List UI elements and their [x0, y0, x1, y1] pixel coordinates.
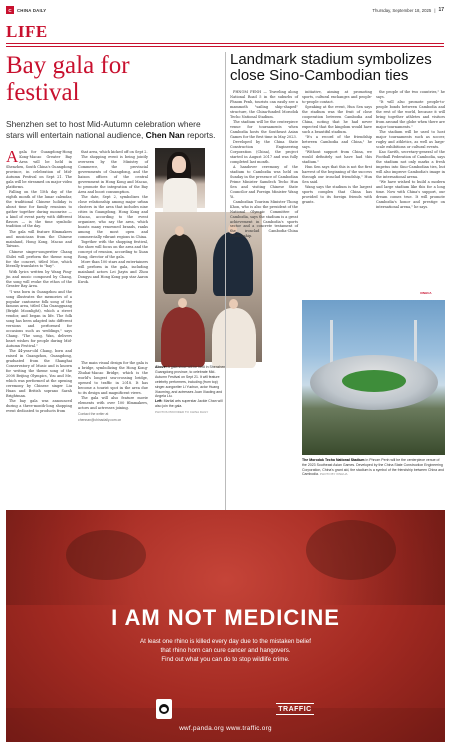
paragraph: The 44-year-old Chang, born and raised in Guangzhou, Guangdong, graduated from the Shanghai Conservatory of Music and is known for writing the theme song of the 2008 Beijing Olympics, You and Me, which was performed at the opening ceremony by Chinese singer Liu Huan and British soprano Sarah Brightman.: [6, 349, 72, 398]
header-separator: |: [434, 7, 436, 13]
caption-label: Above:: [155, 365, 167, 369]
paper-logo-icon: C: [6, 6, 14, 14]
header-left: [6, 6, 46, 14]
paragraph: "It will also promote people-to-people bonds between Cambodia and the rest of the world, because it will bring together athletes and visitors from around the globe when there are major tournaments.": [376, 100, 445, 129]
paragraph: The bay gala was announced during a three-month-long shopping event dedicated to products from: [6, 398, 72, 413]
left-story-deck: [6, 119, 216, 140]
paragraph: The stadium will be used to host major tournaments such as soccer, rugby and athletics, as well as large-scale exhibitions or cultural events.: [376, 130, 445, 149]
paragraph: "I was born in Guangzhou and the song illustrates the memories of a popular cantonese folk song of the famous area, titled Cha Guangguang (Bright Moonlight), which a street vendor, and began in life. The folk song has been adapted into different versions and performed for occasions such as weddings," says Chang. "The song, Wan, delivers heart wishes for people during Mid-Autumn Festival.": [6, 289, 72, 349]
left-photo-caption: [155, 365, 227, 415]
paragraph: The shopping event is being jointly overseen by the Ministry of Commerce, the provincial governments of Guangdong, and the liaison offices of the central government in Hong Kong and Macao, to promote the integration of the Bay Area and boost consumption.: [78, 155, 148, 194]
column-divider: [225, 52, 226, 582]
paragraph: Falling on the 15th day of the eighth month of the lunar calendar, the traditional Chinese holiday is about time for family reunions to gather together during moonrise — a kind of event party with different flavors — is the time symbolic tradition of the day.: [6, 189, 72, 229]
paragraph: PHNOM PENH — Traveling along National Road 5 in the suburbs of Phnom Penh, tourists can easily see a mammoth "sailing ship-shaped" structure, the China-funded Morodok Techo National Stadium.: [230, 90, 298, 119]
paragraph: More than 100 stars and entertainers will perform in the gala, including mainland actors Lei Jiayin and Zhou Dongyu and Hong Kong pop star Aaron Kwok.: [78, 259, 148, 284]
deck-text: Shenzhen set to host Mid-Autumn celebration where stars will entertain national audience,: [6, 119, 201, 140]
paragraph: Chinese singer-songwriter Chang Shilei will perform the theme song for the concert, titled Moe, which literally translates to "bay".: [6, 249, 72, 269]
paragraph: Kao Savith, secretary-general of the Football Federation of Cambodia, says the stadium not only marks a fresh impetus into Sino-Cambodian ties, but will also improve Cambodia's image in the international arena.: [376, 150, 445, 179]
photo-head: [178, 298, 187, 308]
page-header: [6, 4, 444, 16]
right-photo-caption: [302, 458, 445, 477]
issue-date: Thursday, September 18, 2025: [372, 7, 432, 13]
paragraph: Wang says the stadium is the largest sports complex that China has provided to its foreign friends with grants.: [302, 185, 372, 204]
right-story-column-3: [376, 90, 445, 295]
photo-body: [163, 178, 197, 212]
caption-text: A gala show will be held in Shenzhen, Guangdong province, to celebrate Mid-Autumn Festival on Sept 21. It will feature celebrity performers, including (from top) singer-songwriter Li Yuchun, actor Huang Xiaoming, and actresses Juan Xiaoling and Angela Liu.: [155, 365, 227, 399]
photo-face: [172, 156, 186, 173]
paragraph: initiative, aiming at promoting sports, cultural exchanges and people-to-people contact.: [302, 90, 372, 104]
caption-text: Martial arts superstar Jackie Chan will also join the gala.: [155, 399, 223, 409]
paragraph: "Without support from China, we would definitely not have had this stadium.": [302, 150, 372, 164]
paragraph: "It's a record of the friendship between Cambodia and China," he says.: [302, 134, 372, 149]
contact-label: Contact the writer at: [78, 411, 109, 416]
paper-name: CHINA DAILY: [17, 7, 47, 13]
photo-head: [175, 226, 184, 236]
paragraph: the people of the two countries," he says.: [376, 90, 445, 99]
ad-body: [6, 637, 445, 664]
section-rule: [6, 43, 444, 44]
ad-line: Find out what you can do to stop wildlife crime.: [161, 656, 290, 663]
right-story-column-1: [230, 90, 298, 480]
paragraph: that area, which kicked off on Sept 2.: [81, 150, 148, 154]
paragraph: The main visual design for the gala is a bridge, symbolizing the Hong Kong-Zhuhai-Macao Bridge, which is the world's longest sea-crossing bridge, opened to traffic in 2018. It has become a tourist spot in the area due to its design and magnificent views.: [78, 361, 148, 395]
paragraph: Together with the shopping festival, the show will focus on the area and the concept of reunion, according to Xuan Rong, director of the gala.: [78, 239, 148, 259]
paragraph: Cambodian Tourism Minister Thong Khon, who is also the president of the National Olympic Committee of Cambodia, says the stadium is a great achievement in Cambodia's sports sector and a concrete testament of the ironclad Cambodia-China relationship.: [230, 199, 298, 239]
header-right: [372, 7, 444, 13]
ad-url[interactable]: wwf.panda.org www.traffic.org: [179, 725, 272, 732]
ad-texture: [66, 530, 146, 580]
right-story-headline: Landmark stadium symbolizes close Sino-Cambodian ties: [230, 51, 432, 84]
paragraph: Developed by the China State Construction Engineering Corporation (China), the project started in August 2017 and was fully completed last month.: [230, 139, 298, 164]
photo-credit: PHOTOS PROVIDED TO CHINA DAILY: [155, 410, 209, 415]
photo-figure: [161, 307, 205, 367]
paragraph: "We have wished to build a modern and large stadium like this for a long time. Now with China's support, our dream comes true. It will promote Cambodia's honor and prestige on international arena," he says.: [376, 179, 445, 209]
left-story-column-1: [6, 147, 72, 420]
paragraph: Speaking at the event, Hun Sen says the stadium was the fruit of close cooperation between Cambodia and China, noting that he had never expected that the kingdom would have such a beautiful stadium.: [302, 105, 372, 134]
wildlife-ad[interactable]: [6, 510, 445, 742]
ad-line: At least one rhino is killed every day due to the mistaken belief: [140, 638, 311, 645]
left-story-headline: Bay gala for festival: [6, 52, 130, 106]
page-number: 17: [438, 7, 444, 13]
paragraph: The stadium will be the centerpiece venue for tournaments when Cambodia hosts the Southeast Asian Games for the first time in May 2023.: [230, 119, 298, 139]
caption-text: in Phnom Penh will be the centerpiece venue of the 2023 Southeast Asian Games. Developed by the China State Construction Engineering Corporation, China's grant aid, the stadium is a symbol of the friendship between China and Cambodia.: [302, 458, 444, 477]
paragraph: The gala will feature filmmakers and musicians from the Chinese mainland, Hong Kong, Macao and Taiwan.: [6, 229, 72, 249]
deck-suffix: reports.: [184, 129, 216, 140]
ad-line: that rhino horn can cure cancer and hangovers.: [160, 647, 291, 654]
caption-credit: PHOTO BY XINHUA: [319, 472, 348, 477]
ad-headline: I AM NOT MEDICINE: [111, 605, 340, 630]
stadium-field: [342, 370, 406, 392]
wwf-panda-icon: [156, 699, 172, 719]
dropcap: A: [6, 147, 19, 166]
traffic-logo: TRAFFIC: [276, 703, 314, 715]
photo-figure: [163, 234, 197, 294]
caption-label: The Morodok Techo National Stadium: [302, 458, 365, 462]
left-story-column-2: [78, 150, 148, 284]
contact-email[interactable]: chennan@chinadaily.com.cn: [78, 417, 122, 422]
paragraph: With lyrics written by Wang Ping-jin and music composed by Chang, the song will evoke the ethos of the Greater Bay Area.: [6, 269, 72, 289]
right-story-credit: XINHUA: [420, 291, 432, 295]
photo-stadium: [302, 300, 445, 455]
paragraph: gala for Guangdong-Hong Kong-Macao Greater Bay Area will be held in Shenzhen, South China's Guangdong province, in celebration of Mid-Autumn Festival on Sept 21. The gala will be streamed on major video platforms.: [6, 150, 72, 189]
caption-label: Left:: [155, 399, 163, 404]
paragraph: The date, Sept 2, symbolizes the close relationship among major urban clusters in the area that includes nine cities in Guangdong, Hong Kong and Macao, according to the event organizer, who say the area, which boasts many renowned brands, ranks among the most open and commercially vibrant regions in China.: [78, 194, 148, 239]
photo-singer-portrait: [155, 148, 205, 208]
section-title: LIFE: [6, 22, 48, 41]
ad-texture: [306, 520, 396, 580]
panda-icon: [159, 704, 169, 714]
paragraph: A handover ceremony of the stadium to Cambodia was held on Sunday in the presence of Cambodian Prime Minister Samdech Techo Hun Sen and visiting Chinese State Councilor and Foreign Minister Wang Yi.: [230, 164, 298, 199]
paragraph: Hun Sen says that this is not the first harvest of the beginning of the success through our ironclad friendship," Hun Sen said.: [302, 165, 372, 184]
deck-author: Chen Nan: [145, 129, 185, 140]
left-story-column-3: [78, 361, 148, 422]
paragraph: The gala will also feature movie elements with over 100 filmmakers, actors and actresses joining.: [78, 395, 148, 410]
right-story-column-2: [302, 90, 372, 295]
